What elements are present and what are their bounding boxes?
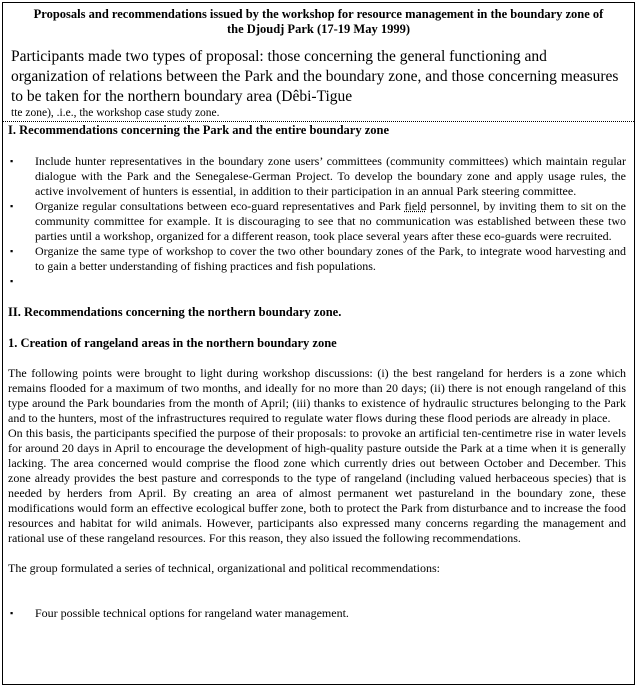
bullet-icon: ▪ — [10, 156, 14, 166]
bullet-icon: ▪ — [10, 276, 14, 286]
bullet-text: Include hunter representatives in the boundary zone users’ committees (community committees) which maintain regular dialogue with the Park and the Senegalese-German Project. To develop the boundary zone and apply usage rules, the active involvement of hunters is essential, in addition to their participation in an annual Park steering committee. — [35, 154, 626, 198]
list-item — [8, 244, 626, 274]
bullet-text: Four possible technical options for rangeland water management. — [35, 606, 349, 620]
bullet-text-prefix: Organize regular consultations between eco-guard representatives and Park — [35, 199, 405, 213]
section-2-paragraph-1: The following points were brought to light during workshop discussions: (i) the best rangeland for herders is a zone which remains flooded for a maximum of two months, and ideally for no more than 20 days; (ii) there is not enough rangeland of this type around the Park boundaries from the month of April; (iii) thanks to existence of hydraulic structures belonging to the Park and to the hunters, most of the infrastructures required to regulate water flows during these flood periods are already in place. — [8, 366, 626, 425]
bullet-text: personnel, by inviting them to sit on the community committee for example. It is discouraging to see that no communication was established between these two parties until a workshop, organized for a different reason, took place several years after these eco-guards were recruited. — [35, 199, 626, 243]
section-1-heading: I. Recommendations concerning the Park and the entire boundary zone — [8, 123, 390, 137]
section-2-heading: II. Recommendations concerning the northern boundary zone. — [8, 305, 342, 319]
section-2-subheading: 1. Creation of rangeland areas in the northern boundary zone — [8, 336, 337, 350]
intro-paragraph-tail: tte zone), .i.e., the workshop case study zone. — [11, 107, 220, 119]
section-1-bullet-list — [3, 154, 634, 289]
list-item — [8, 274, 626, 289]
document-title — [3, 3, 634, 37]
section-2-bullet-list — [3, 606, 634, 621]
list-item — [8, 154, 626, 199]
list-item — [8, 606, 626, 621]
bullet-icon: ▪ — [10, 608, 14, 618]
title-line-2: the Djoudj Park (17-19 May 1999) — [227, 22, 410, 36]
bullet-text: Organize the same type of workshop to cover the two other boundary zones of the Park, to integrate wood harvesting and to gain a better understanding of fishing practices and fish populations. — [35, 244, 626, 273]
intro-paragraph: Participants made two types of proposal: those concerning the general functioning and organization of relations between the Park and the boundary zone, and those concerning measures to be taken for the northern boundary area (Dêbi-Tigue — [11, 48, 619, 105]
document-frame — [2, 2, 635, 685]
bullet-icon: ▪ — [10, 246, 14, 256]
section-2-paragraph-3: The group formulated a series of technical, organizational and political recommendations: — [8, 561, 440, 575]
title-line-1: Proposals and recommendations issued by the workshop for resource management in the boundary zone of — [33, 7, 604, 21]
section-2-paragraph-2: On this basis, the participants specified the purpose of their proposals: to provoke an artificial ten-centimetre rise in water levels for around 20 days in April to encourage the development of high-quality pasture outside the Park at a time when it is generally lacking. The area concerned would comprise the flood zone which currently dries out between October and December. This zone already provides the best pasture and corresponds to the type of rangeland (including valued herbaceous species) that is needed by herders from April. By creating an area of almost permanent wet pastureland in the boundary zone, these modifications would form an effective ecological buffer zone, both to protect the Park from disturbance and to increase the food resources and habitat for wild animals. However, participants also expressed many concerns regarding the management and rational use of these rangeland resources. For this reason, they also issued the following recommendations. — [8, 426, 626, 545]
list-item — [8, 199, 626, 244]
bullet-text-underlined-word: field — [404, 199, 427, 213]
bullet-icon: ▪ — [10, 201, 14, 211]
